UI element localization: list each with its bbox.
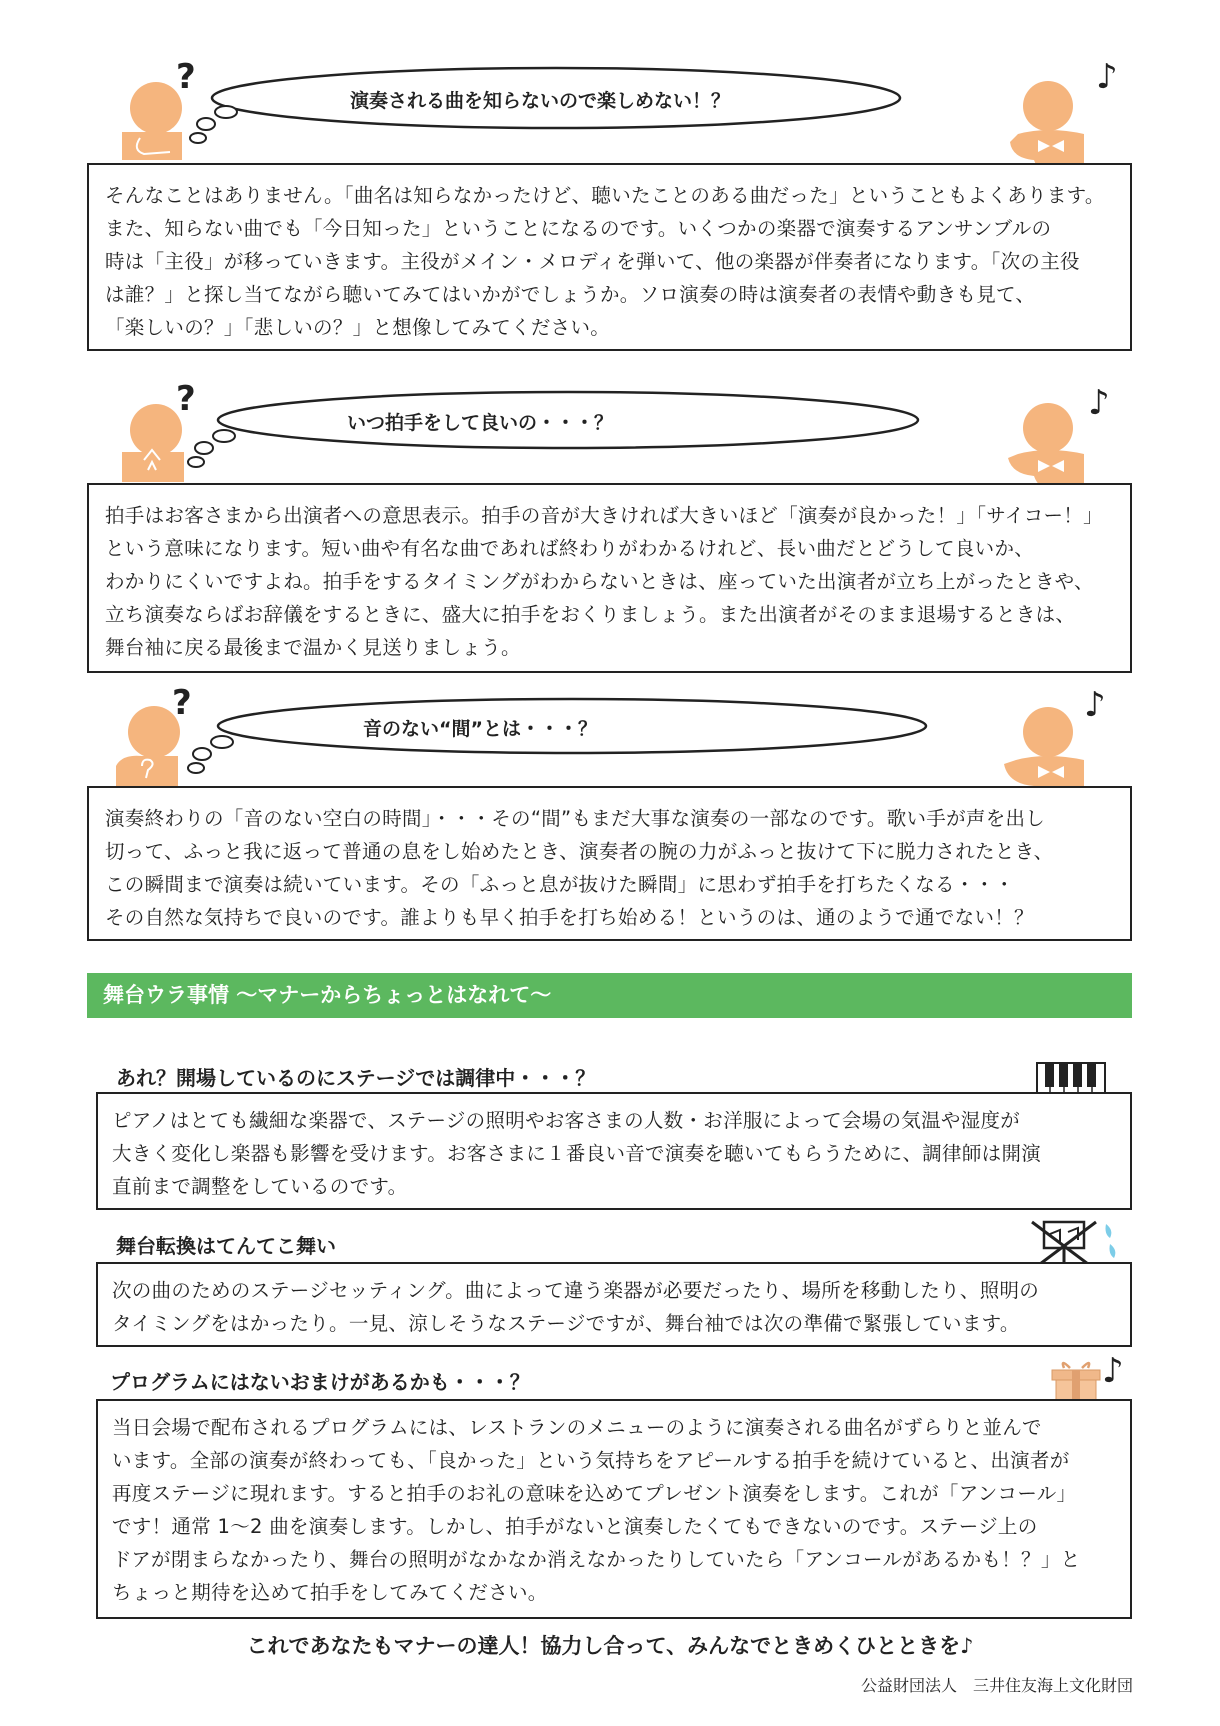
question-title: 演奏される曲を知らないので楽しめない！？ [349,90,730,112]
backstage-box [96,1262,1132,1347]
question-mark: ? [176,57,196,97]
backstage-line: ピアノはとても繊細な楽器で、ステージの照明やお客さまの人数・お洋服によって会場の気温や湿度が [112,1109,1021,1132]
answer-box [87,483,1132,673]
answer-box [87,786,1132,941]
section-header: 舞台ウラ事情 ～マナーからちょっとはなれて～ [87,973,1132,1018]
backstage-box [96,1092,1132,1210]
backstage-heading: 舞台転換はてんてこ舞い [116,1234,336,1258]
answer-line: 拍手はお客さまから出演者への意思表示。拍手の音が大きければ大きいほど「演奏が良かった！」「サイコー！」 [105,504,1103,527]
backstage-line: 再度ステージに現れます。すると拍手のお礼の意味を込めてプレゼント演奏をします。これが「アンコール」 [112,1482,1077,1505]
music-note-mark: ♪ [1084,685,1106,725]
answer-line: その自然な気持ちで良いのです。誰よりも早く拍手を打ち始める！というのは、通のようで通でない！？ [105,906,1034,929]
answer-box [87,163,1132,351]
organization-name: 公益財団法人 三井住友海上文化財団 [860,1676,1133,1695]
question-mark: ? [176,379,196,419]
backstage-line: 次の曲のためのステージセッティング。曲によって違う楽器が必要だったり、場所を移動したり、照明の [112,1279,1040,1302]
backstage-line: 当日会場で配布されるプログラムには、レストランのメニューのように演奏される曲名がずらりと並んで [112,1416,1042,1439]
backstage-line: 大きく変化し楽器も影響を受けます。お客さまに１番良い音で演奏を聴いてもらうために、調律師は開演 [112,1142,1042,1165]
backstage-box [96,1399,1132,1619]
answer-line: 舞台袖に戻る最後まで温かく見送りましょう。 [105,636,521,659]
backstage-heading: プログラムにはないおまけがあるかも・・・？ [110,1370,530,1394]
question-title: いつ拍手をして良いの・・・？ [346,412,613,434]
answer-line: 切って、ふっと我に返って普通の息をし始めたとき、演奏者の腕の力がふっと抜けて下に脱力されたとき、 [105,840,1054,863]
backstage-line: ドアが閉まらなかったり、舞台の照明がなかなか消えなかったりしていたら「アンコールがあるかも！？」と [112,1548,1081,1571]
answer-line: 演奏終わりの「音のない空白の時間」・・・その“間”もまだ大事な演奏の一部なのです。歌い手が声を出し [105,807,1046,830]
answer-line: は誰？」と探し当てながら聴いてみてはいかがでしょうか。ソロ演奏の時は演奏者の表情や動きも見て、 [105,283,1036,306]
answer-line: わかりにくいですよね。拍手をするタイミングがわからないときは、座っていた出演者が立ち上がったときや、 [105,570,1094,593]
answer-line: また、知らない曲でも「今日知った」ということになるのです。いくつかの楽器で演奏するアンサンブルの [105,217,1052,240]
backstage-line: います。全部の演奏が終わっても、「良かった」という気持ちをアピールする拍手を続けていると、出演者が [112,1449,1070,1472]
answer-line: という意味になります。短い曲や有名な曲であれば終わりがわかるけれど、長い曲だとどうして良いか、 [105,537,1035,560]
answer-line: 「楽しいの？」「悲しいの？」と想像してみてください。 [105,316,611,339]
music-note-mark: ♪ [1102,1351,1124,1391]
question-title: 音のない“間”とは・・・？ [363,718,597,740]
backstage-line: タイミングをはかったり。一見、涼しそうなステージですが、舞台袖では次の準備で緊張しています。 [112,1312,1020,1335]
answer-line: 時は「主役」が移っていきます。主役がメイン・メロディを弾いて、他の楽器が伴奏者になります。「次の主役 [105,250,1080,273]
backstage-line: ちょっと期待を込めて拍手をしてみてください。 [112,1581,548,1604]
performer-icon [998,80,1088,176]
answer-line: そんなことはありません。「曲名は知らなかったけど、聴いたことのある曲だった」ということもよくあります。 [105,184,1105,207]
backstage-heading: あれ？開場しているのにステージでは調律中・・・？ [116,1066,596,1090]
music-note-mark: ♪ [1096,57,1118,97]
closing-message: これであなたもマナーの達人！協力し合って、みんなでときめくひとときを♪ [246,1634,974,1658]
music-note-mark: ♪ [1088,383,1110,423]
answer-line: 立ち演奏ならばお辞儀をするときに、盛大に拍手をおくりましょう。また出演者がそのまま退場するときは、 [105,603,1076,626]
performer-icon [998,402,1088,492]
question-mark: ? [172,683,192,723]
backstage-line: です！通常 1～2 曲を演奏します。しかし、拍手がないと演奏したくてもできないのです。ステージ上の [112,1515,1038,1538]
answer-line: この瞬間まで演奏は続いています。その「ふっと息が抜けた瞬間」に思わず拍手を打ちたくなる・・・ [105,873,1015,896]
backstage-line: 直前まで調整をしているのです。 [112,1175,408,1198]
